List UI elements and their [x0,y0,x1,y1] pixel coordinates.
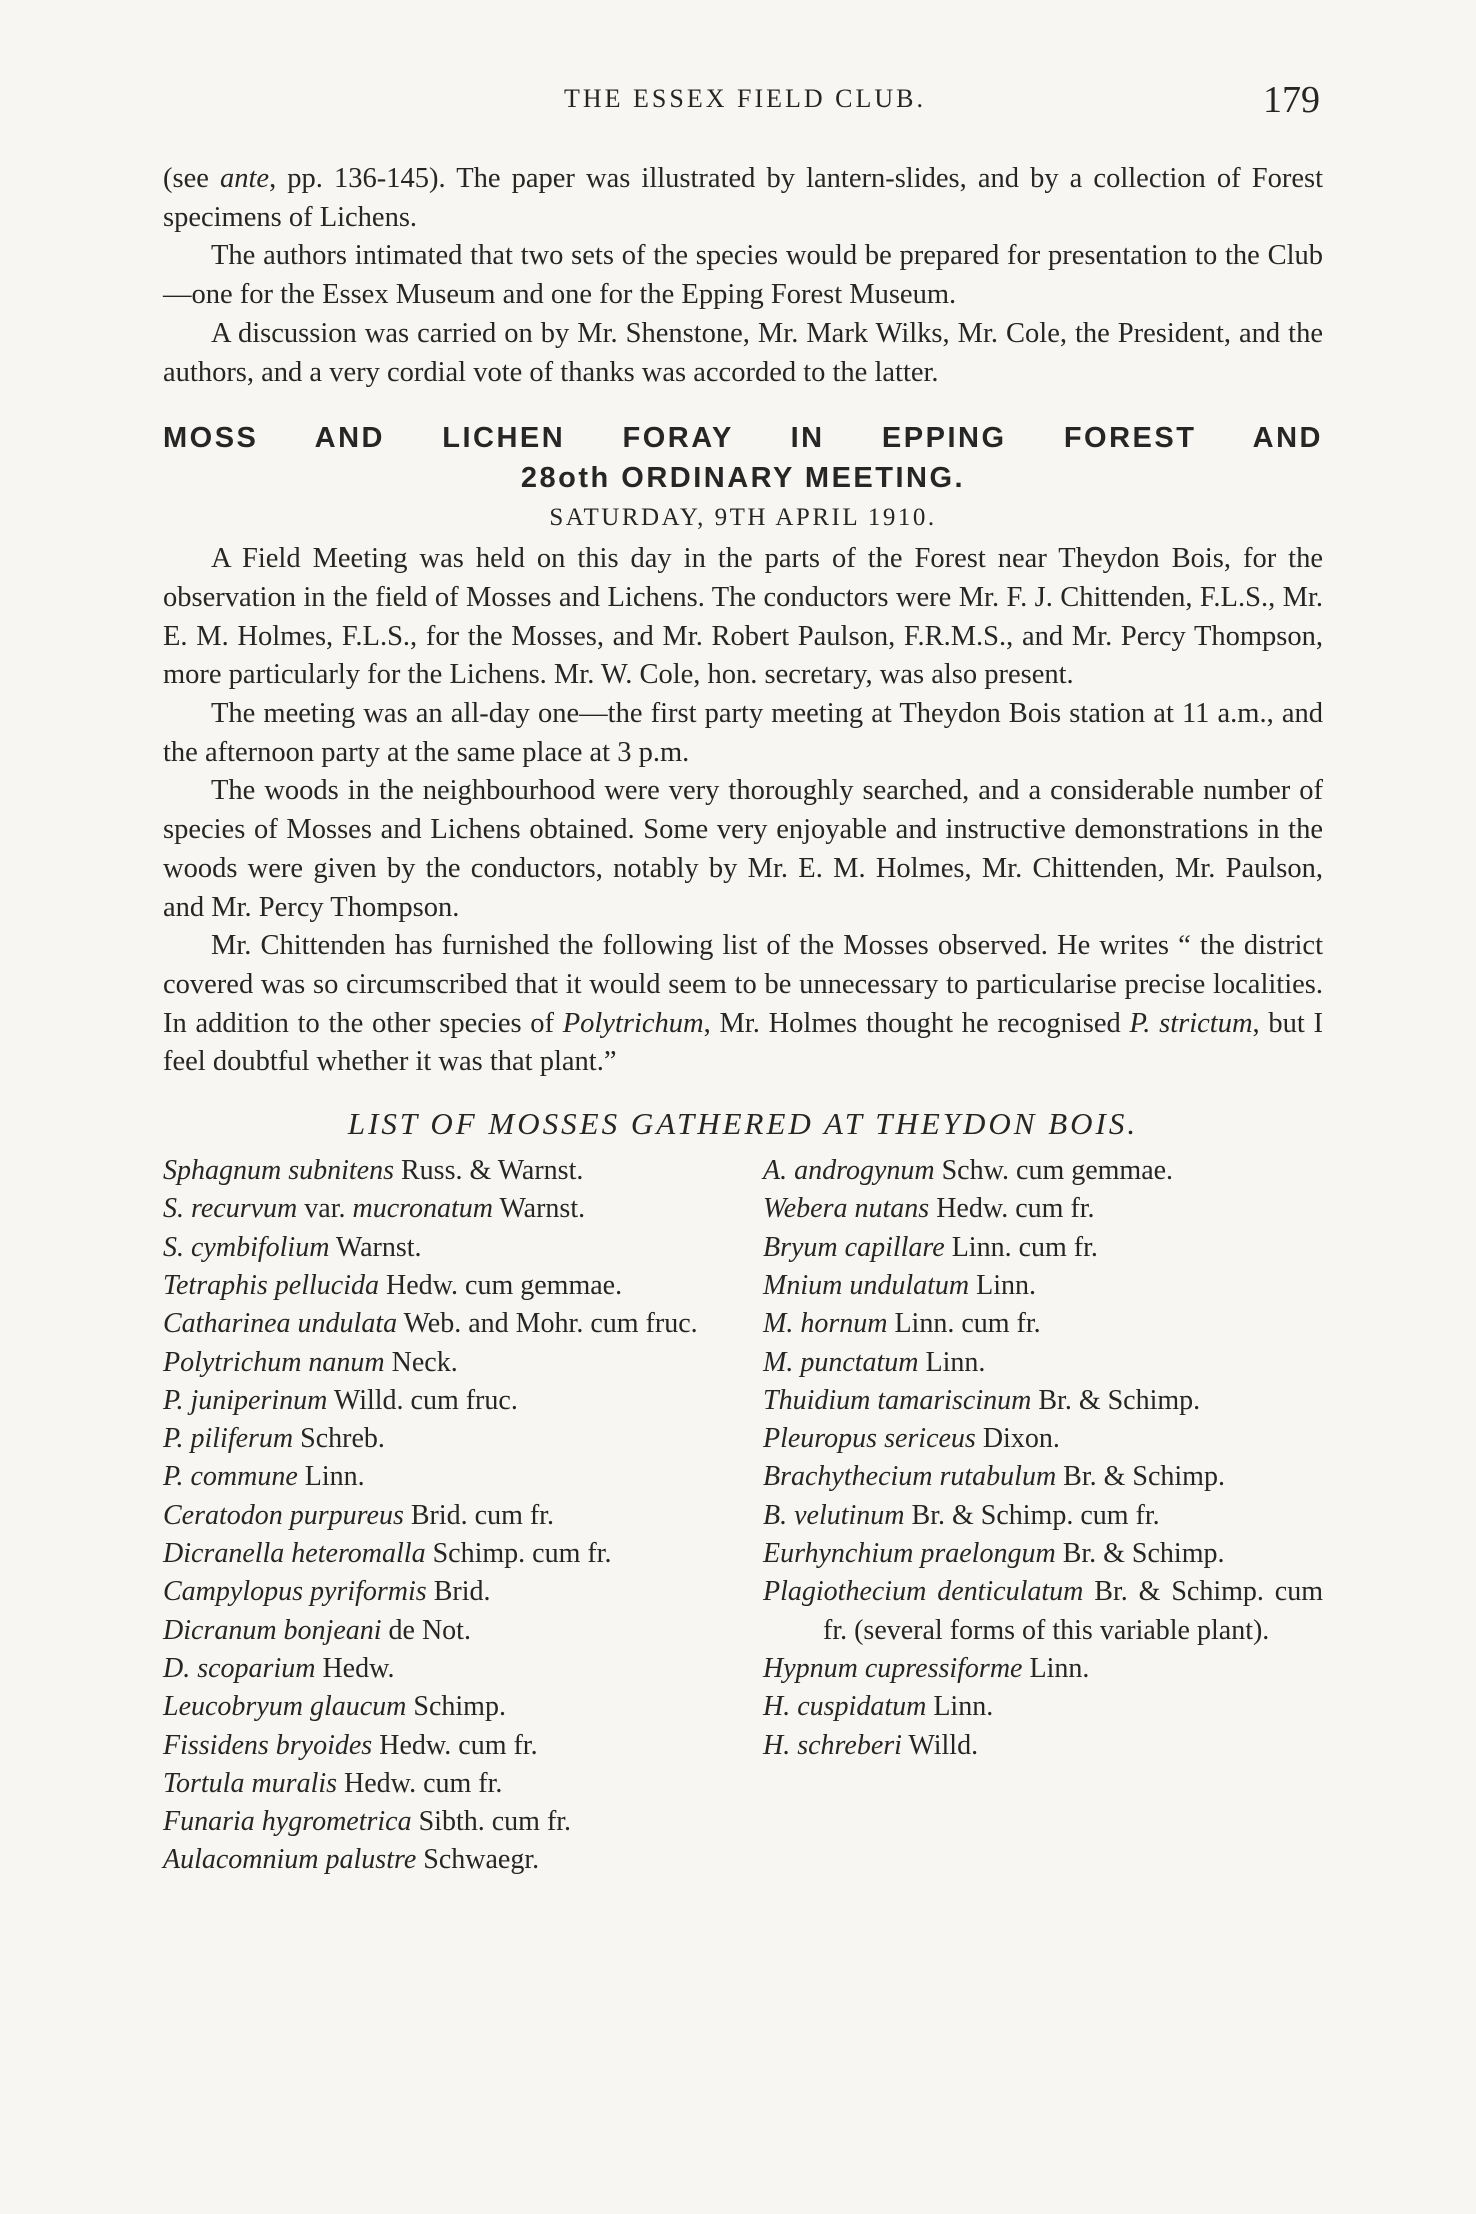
species-name: B. velutinum [763,1499,905,1531]
species-authority: Hedw. cum fr. [337,1767,503,1799]
species-authority: Brid. cum fr. [403,1499,554,1531]
species-authority: Linn. [1022,1652,1090,1684]
moss-entry [763,1727,1323,1765]
moss-entry [163,1190,758,1228]
moss-entry [163,1152,758,1190]
species-authority: Neck. [384,1346,458,1378]
moss-entry [763,1382,1323,1420]
moss-entry [163,1420,758,1458]
moss-entry [163,1841,758,1879]
species-name: H. cuspidatum [763,1691,927,1723]
moss-entry [763,1267,1323,1305]
moss-list-right-column [763,1152,1323,1880]
list-title: LIST OF MOSSES GATHERED AT THEYDON BOIS. [347,1106,1139,1142]
paragraph-text: , Mr. Holmes thought he recognised [703,1007,1130,1039]
moss-entry [163,1382,758,1420]
species-authority: Br. & Schimp. [1055,1538,1225,1570]
species-authority: var. [297,1193,353,1225]
species-authority: Warnst. [329,1231,422,1263]
paragraph: The meeting was an all-day one—the first party meeting at Theydon Bois station at 11 a.m., and the afternoon party at the same place at 3 p.m. [163,698,1323,768]
moss-entry [163,1229,758,1267]
moss-entry [763,1190,1323,1228]
species-name: Webera nutans [763,1193,930,1225]
species-authority: Hedw. [315,1652,395,1684]
moss-entry [763,1344,1323,1382]
species-name: H. schreberi [763,1729,902,1761]
moss-entry [163,1765,758,1803]
species-authority: Linn. cum fr. [887,1308,1041,1340]
species-authority: Schreb. [293,1423,385,1455]
moss-entry [163,1650,758,1688]
species-authority: Hedw. cum gemmae. [378,1269,623,1301]
moss-entry [163,1573,758,1611]
moss-entry [763,1688,1323,1726]
paragraph [163,160,1323,237]
species-name: Catharinea undulata [163,1308,398,1340]
moss-list-left-column [163,1152,758,1880]
species-name: D. scoparium [163,1652,316,1684]
species-name: Sphagnum subnitens [163,1155,394,1187]
species-name: Leucobryum glaucum [163,1691,407,1723]
moss-entry [163,1727,758,1765]
moss-entry [763,1497,1323,1535]
species-authority: Hedw. cum fr. [929,1193,1095,1225]
section-heading-line-2: 28oth ORDINARY MEETING. [520,462,966,495]
species-authority: Linn. [918,1346,986,1378]
moss-entry [163,1688,758,1726]
paragraph: The authors intimated that two sets of the species would be prepared for presentation to the Club—one for the Essex Museum and one for the Epping Forest Museum. [163,240,1323,311]
species-name: Ceratodon purpureus [163,1499,404,1531]
species-authority: Sibth. cum fr. [411,1806,572,1838]
paragraph: A Field Meeting was held on this day in the parts of the Forest near Theydon Bois, for the observation in the field of Mosses and Lichens. The conductors were Mr. F. J. Chittenden, F.L.S., Mr. E. M. Holmes, F.L.S., for the Mosses, and Mr. Robert Paulson, F.R.M.S., and Mr. Percy Thompson, more particularly for the Lichens. Mr. W. Cole, hon. secretary, was also present. [163,543,1323,691]
paragraph-text: Mr. Chittenden has furnished the following list of the Mosses observed. He writes “ the district covered was so circumscribed that it would seem to be unnecessary to particularise precise localities. In addition to the other species of [163,930,1323,1039]
species-name: P. piliferum [163,1423,294,1455]
species-name: Hypnum cupressiforme [763,1652,1023,1684]
species-name: Plagiothecium denticulatum [763,1576,1084,1608]
body-text [163,160,1323,1880]
species-name: P. commune [163,1461,298,1493]
species-authority: Linn. cum fr. [944,1231,1098,1263]
moss-entry [163,1535,758,1573]
species-name: Tortula muralis [163,1767,338,1799]
species-name: Campylopus pyriformis [163,1576,427,1608]
moss-entry [163,1267,758,1305]
moss-entry [763,1305,1323,1343]
moss-entry [163,1612,758,1650]
italic-text: P. strictum [1129,1007,1253,1039]
species-name: M. hornum [763,1308,888,1340]
paragraph-text: , but I feel doubtful whether it was that plant.” [163,1007,1323,1078]
species-authority: Brid. [426,1576,491,1608]
species-authority: Dixon. [975,1423,1060,1455]
species-authority: Schw. cum gemmae. [934,1155,1174,1187]
species-name: Funaria hygrometrica [163,1806,412,1838]
species-authority: Linn. [926,1691,994,1723]
species-authority: Schwaegr. [416,1844,540,1876]
species-name: Pleuropus sericeus [763,1423,976,1455]
italic-text: Polytrichum [562,1007,704,1039]
paragraph [163,927,1323,1082]
species-authority: Linn. [969,1269,1036,1301]
moss-entry [763,1420,1323,1458]
moss-entry [763,1535,1323,1573]
paragraph-text: (see [163,163,220,194]
running-head [160,78,1330,122]
moss-entry [763,1573,1323,1650]
moss-entry [163,1803,758,1841]
paragraph-text: , pp. 136-145). The paper was illustrated by lantern-slides, and by a collection of Forest specimens of Lichens. [163,163,1323,233]
species-authority: Br. & Schimp. cum fr. [904,1499,1160,1531]
species-authority: Br. & Schimp. cum fr. (several forms of this variable plant). [823,1576,1323,1646]
species-authority: Web. and Mohr. cum fruc. [397,1308,698,1340]
species-name: Bryum capillare [763,1231,945,1263]
moss-entry [163,1305,758,1343]
species-name: Dicranella heteromalla [163,1538,426,1570]
species-name: Dicranum bonjeani [163,1614,382,1646]
species-name: Aulacomnium palustre [163,1844,417,1876]
moss-entry [763,1650,1323,1688]
species-name: Eurhynchium praelongum [763,1538,1056,1570]
species-authority: Br. & Schimp. [1031,1384,1201,1416]
running-title: THE ESSEX FIELD CLUB. [564,84,926,113]
species-name: Brachythecium rutabulum [763,1461,1057,1493]
species-authority: Linn. [297,1461,365,1493]
italic-text: ante [219,163,270,194]
species-authority: Br. & Schimp. [1056,1461,1225,1493]
species-name: Polytrichum nanum [163,1346,385,1378]
species-name: Fissidens bryoides [163,1729,373,1761]
moss-entry [163,1497,758,1535]
page-number: 179 [1263,79,1320,121]
species-name: S. recurvum [163,1193,298,1225]
paragraph: A discussion was carried on by Mr. Shenstone, Mr. Mark Wilks, Mr. Cole, the President, and the authors, and a very cordial vote of thanks was accorded to the latter. [163,317,1323,388]
species-authority: Willd. cum fruc. [327,1384,518,1416]
species-authority: Hedw. cum fr. [372,1729,538,1761]
paragraph: The woods in the neighbourhood were very thoroughly searched, and a considerable number of species of Mosses and Lichens obtained. Some very enjoyable and instructive demonstrations in the woods were given by the conductors, notably by Mr. E. M. Holmes, Mr. Chittenden, Mr. Paulson, and Mr. Percy Thompson. [163,775,1323,923]
species-name: A. androgynum [763,1155,935,1187]
species-name: Mnium undulatum [763,1269,970,1301]
species-authority: Russ. & Warnst. [394,1155,584,1187]
moss-entry [163,1458,758,1496]
species-name: mucronatum [352,1193,493,1225]
species-authority: de Not. [381,1614,471,1646]
species-name: P. juniperinum [163,1384,328,1416]
section-heading-line-1: MOSS AND LICHEN FORAY IN EPPING FOREST AND [163,422,1323,455]
moss-entry [163,1344,758,1382]
moss-entry [763,1458,1323,1496]
species-authority: Schimp. [406,1691,506,1723]
section-date: SATURDAY, 9TH APRIL 1910. [549,504,937,532]
moss-entry [763,1229,1323,1267]
species-name: M. punctatum [763,1346,919,1378]
species-name: S. cymbifolium [163,1231,330,1263]
species-authority: Schimp. cum fr. [425,1538,612,1570]
section-heading [163,418,1323,498]
species-authority: Willd. [901,1729,979,1761]
moss-entry [763,1152,1323,1190]
species-authority: Warnst. [493,1193,586,1225]
moss-list [163,1152,1323,1880]
species-name: Thuidium tamariscinum [763,1384,1032,1416]
species-name: Tetraphis pellucida [163,1269,379,1301]
